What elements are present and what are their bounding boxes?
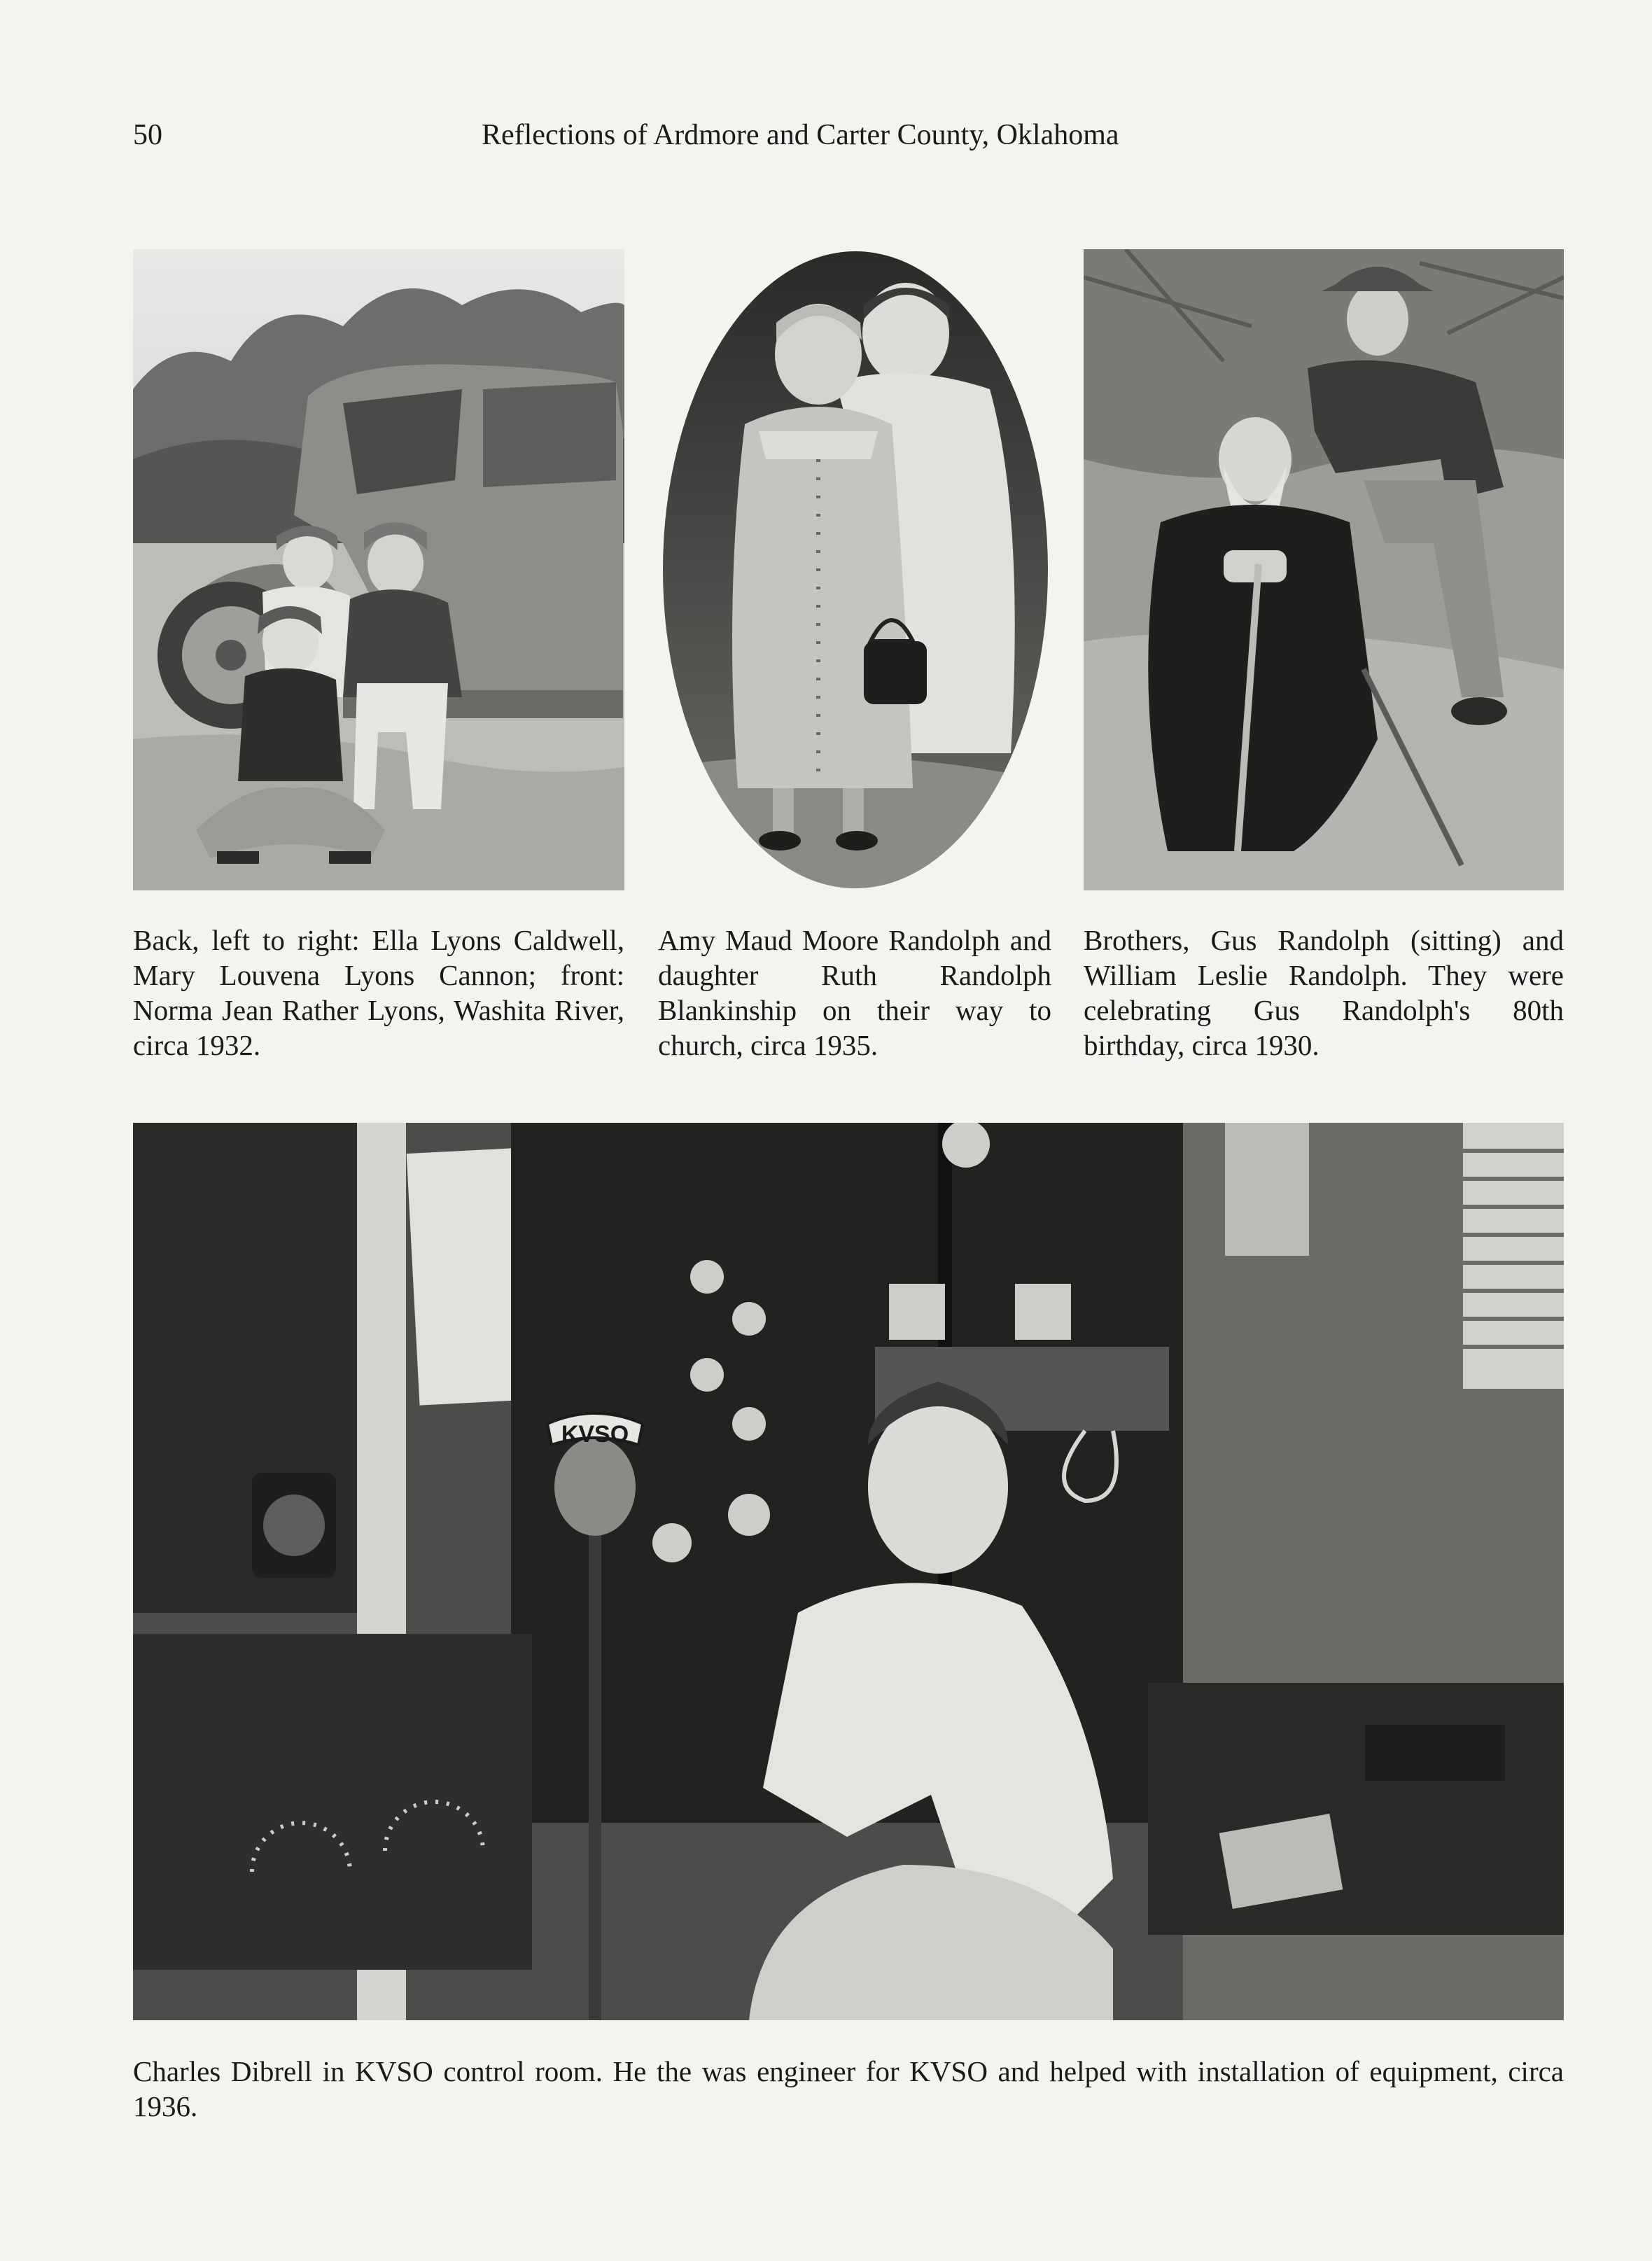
photo-kvso-control-room <box>133 1123 1564 2020</box>
kvso-plate-text: KVSO <box>561 1421 629 1448</box>
photo-car-women <box>133 249 624 890</box>
photo-randolph-brothers <box>1084 249 1564 890</box>
running-head: Reflections of Ardmore and Carter County, Oklahoma <box>482 119 1119 151</box>
photo-caption: Brothers, Gus Randolph (sitting) and William Leslie Randolph. They were celebrating Gus Randolph's 80th birthday, circa 1930. <box>1084 924 1564 1061</box>
photo-caption: Back, left to right: Ella Lyons Caldwell, Mary Louvena Lyons Cannon; front: Norma Jean Rather Lyons, Washita River, circa 1932. <box>133 924 624 1061</box>
page-number: 50 <box>133 119 162 151</box>
photo-caption: Amy Maud Moore Randolph and daughter Ruth Randolph Blankinship on their way to church, circa 1935. <box>658 924 1051 1061</box>
photo-oval-mother-daughter <box>661 249 1050 890</box>
photo-caption: Charles Dibrell in KVSO control room. He the was engineer for KVSO and helped with installation of equipment, circa 1936. <box>133 2055 1564 2122</box>
